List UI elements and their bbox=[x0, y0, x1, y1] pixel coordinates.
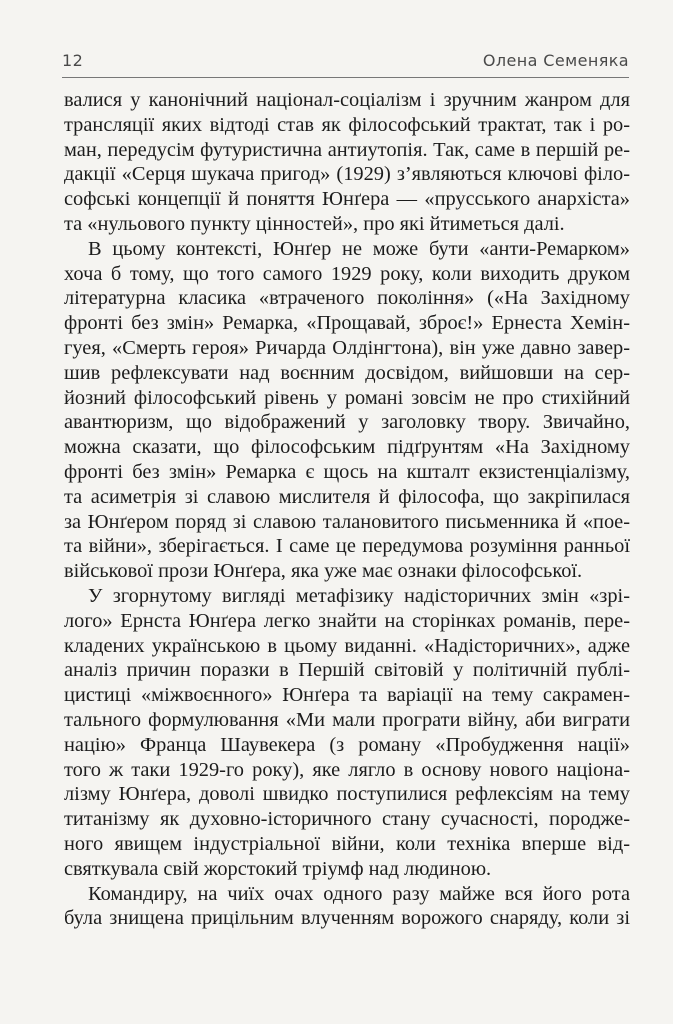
text-line: авантюризм, що відображений у заголовку твору. Звичайно, bbox=[64, 411, 630, 434]
text-line: йозний філософський рівень у романі зовсім не про стихійний bbox=[64, 386, 630, 409]
page-number: 12 bbox=[62, 51, 84, 70]
text-line: ман, передусім футуристична антиутопія. Так, саме в першій ре- bbox=[64, 138, 630, 161]
text-line: кладених українською в цьому виданні. «Надісторичних», адже bbox=[64, 634, 630, 657]
text-line: В цьому контексті, Юнґер не може бути «анти-Ремарком» bbox=[88, 237, 630, 260]
text-line: софські концепції й поняття Юнґера — «прусського анархіста» bbox=[64, 188, 630, 211]
paragraph bbox=[64, 882, 630, 932]
text-line: фронті без змін» Ремарка є щось на кшталт екзистенціалізму, bbox=[64, 460, 630, 483]
text-line: націю» Франца Шаувекера (з роману «Пробудження нації» bbox=[64, 733, 630, 756]
paragraph bbox=[64, 237, 630, 584]
text-line: трансляції яких відтоді став як філософський трактат, так і ро- bbox=[64, 113, 630, 136]
text-line: валися у канонічний націонал-соціалізм і зручним жанром для bbox=[64, 89, 630, 111]
body-text bbox=[64, 88, 630, 931]
text-line: та асиметрія зі славою мислителя й філософа, що закріпилася bbox=[64, 485, 630, 508]
text-line: лізму Юнґера, доволі швидко поступилися рефлексіям на тему bbox=[64, 783, 630, 806]
text-line: та «нульового пункту цінностей», про які йтиметься далі. bbox=[64, 212, 565, 235]
text-line: гуея, «Смерть героя» Ричарда Олдінгтона), він уже давно завер- bbox=[64, 336, 630, 359]
text-line: літературна класика «втраченого покоління» («На Західному bbox=[64, 287, 630, 310]
text-line: шив рефлексувати над воєнним досвідом, вийшовши на сер- bbox=[64, 361, 630, 384]
text-line: У згорнутому вигляді метафізику надісторичних змін «зрі- bbox=[88, 584, 630, 607]
running-head bbox=[62, 51, 629, 73]
text-line: святкувала свій жорстокий тріумф над людиною. bbox=[64, 857, 492, 880]
text-line: військової прози Юнґера, яка уже має ознаки філософської. bbox=[64, 560, 583, 583]
text-line: за Юнґером поряд зі славою талановитого письменника й «поe- bbox=[64, 510, 630, 533]
text-line: фронті без змін» Ремарка, «Прощавай, зброє!» Ернеста Хемін- bbox=[64, 312, 630, 335]
running-head-author: Олена Семеняка bbox=[482, 51, 629, 70]
text-line: дакції «Серця шукача пригод» (1929) з’являються ключові філо- bbox=[64, 163, 630, 186]
text-line: Командиру, на чиїх очах одного разу майже вся його рота bbox=[88, 882, 630, 905]
text-line: лого» Ернста Юнґера легко знайти на сторінках романів, пере- bbox=[64, 609, 630, 632]
text-line: тального формулювання «Ми мали програти війну, аби виграти bbox=[64, 708, 630, 731]
text-line: цистиці «міжвоєнного» Юнґера та варіації на тему сакрамен- bbox=[64, 684, 630, 707]
text-line: титанізму як духовно-історичного стану сучасності, породже- bbox=[64, 808, 630, 831]
paragraph bbox=[64, 584, 630, 882]
text-line: та війни», зберігається. І саме це передумова розуміння ранньої bbox=[64, 535, 630, 558]
text-line: аналіз причин поразки в Першій світовій у політичній публі- bbox=[64, 659, 630, 682]
text-line: того ж таки 1929-го року), яке лягло в основу нового націона- bbox=[64, 758, 630, 781]
paragraph bbox=[64, 88, 630, 237]
header-rule bbox=[62, 77, 629, 78]
text-line: хоча б тому, що того самого 1929 року, коли виходить друком bbox=[64, 262, 630, 285]
text-line: ного явищем індустріальної війни, коли техніка вперше від- bbox=[64, 832, 630, 855]
text-line: була знищена прицільним влученням ворожого снаряду, коли зі bbox=[64, 907, 630, 930]
text-line: можна сказати, що філософським підґрунтям «На Західному bbox=[64, 436, 630, 459]
